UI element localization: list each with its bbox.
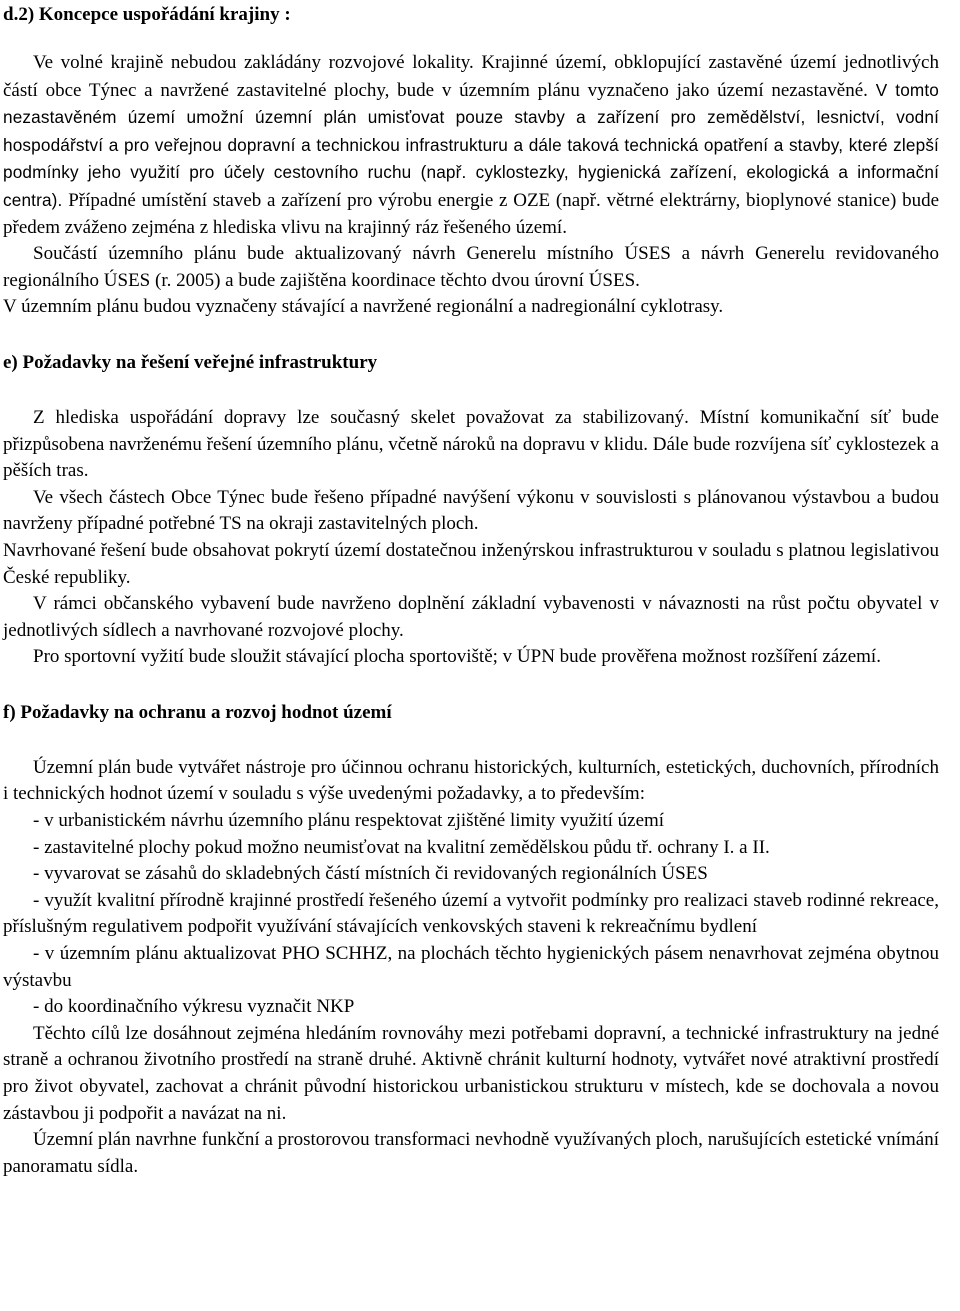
paragraph-landscape-concept <box>3 50 939 241</box>
paragraph-text: Ve volné krajině nebudou zakládány rozvojové lokality. Krajinné území, obklopující zastavěné území jednotlivých částí obce Týnec a navržené zastavitelné plochy, bude v územním plánu vyznačeno jako území nezastavěné. <box>3 52 939 101</box>
list-item: - do koordinačního výkresu vyznačit NKP <box>33 996 355 1018</box>
paragraph-text-sans: V tomto nezastavěném území umožní územní plán umisťovat pouze stavby a zařízení pro zemědělství, lesnictví, vodní hospodářství a pro veřejnou dopravní a technickou infrastrukturu a dále taková technická opatření a stavby, které zlepší podmínky jeho využití pro účely cestovního ruchu (např. cyklostezky, hygienická zařízení, ekologická a informační centra). <box>3 79 940 210</box>
document-page <box>3 0 939 1180</box>
spacer <box>3 28 939 50</box>
paragraph-uses: Součástí územního plánu bude aktualizovaný návrh Generelu místního ÚSES a návrh Generelu revidovaného regionálního ÚSES (r. 2005) a bude zajištěna koordinace těchto dvou úrovní ÚSES. <box>3 243 939 291</box>
spacer <box>3 321 939 350</box>
paragraph-engineering: Navrhované řešení bude obsahovat pokrytí území dostatečnou inženýrskou infrastrukturou v souladu s platnou legislativou České republiky. <box>3 539 939 588</box>
list-item: - v urbanistickém návrhu územního plánu respektovat zjištěné limity využití území <box>33 810 665 832</box>
spacer <box>3 726 939 755</box>
section-heading-f: f) Požadavky na ochranu a rozvoj hodnot území <box>3 701 392 723</box>
list-item: - v územním plánu aktualizovat PHO SCHHZ, na plochách těchto hygienických pásem nenavrhovat zejména obytnou výstavbu <box>3 943 939 991</box>
paragraph-power: Ve všech částech Obce Týnec bude řešeno případné navýšení výkonu v souvislosti s plánovanou výstavbou a budou navrženy případné potřebné TS na okraji zastavitelných ploch. <box>3 486 939 535</box>
paragraph-text: Případné umístění staveb a zařízení pro výrobu energie z OZE (např. větrné elektrárny, bioplynové stanice) bude předem zváženo zejména z hlediska vlivu na krajinný ráz řešeného území. <box>3 189 940 238</box>
paragraph-transformation: Územní plán navrhne funkční a prostorovou transformaci nevhodně využívaných ploch, narušujících estetické vnímání panoramatu sídla. <box>3 1129 939 1177</box>
list-item: - vyvarovat se zásahů do skladebných částí místních či revidovaných regionálních ÚSES <box>33 863 708 885</box>
paragraph-transport: Z hlediska uspořádání dopravy lze současný skelet považovat za stabilizovaný. Místní komunikační síť bude přizpůsobena navrženému řešení územního plánu, včetně nároků na dopravu v klidu. Dále bude rozvíjena síť cyklostezek a pěších tras. <box>3 406 939 482</box>
paragraph-civic: V rámci občanského vybavení bude navrženo doplnění základní vybavenosti v návaznosti na růst počtu obyvatel v jednotlivých sídlech a navrhované rozvojové plochy. <box>3 593 939 641</box>
section-heading-e: e) Požadavky na řešení veřejné infrastruktury <box>3 351 378 373</box>
paragraph-values-intro: Územní plán bude vytvářet nástroje pro účinnou ochranu historických, kulturních, estetických, duchovních, přírodních i technických hodnot území v souladu s výše uvedenými požadavky, a to především: <box>3 756 939 805</box>
spacer <box>3 671 939 700</box>
paragraph-cycle-routes: V územním plánu budou vyznačeny stávající a navržené regionální a nadregionální cyklotrasy. <box>3 296 724 318</box>
spacer <box>3 376 939 405</box>
paragraph-sport: Pro sportovní vyžití bude sloužit stávající plocha sportoviště; v ÚPN bude prověřena možnost rozšíření zázemí. <box>33 646 881 668</box>
list-item: - využít kvalitní přírodně krajinné prostředí řešeného území a vytvořit podmínky pro realizaci staveb rodinné rekreace, příslušným regulativem podpořit využívání stávajících venkovských staveni k rekreačnímu bydlení <box>3 889 939 938</box>
paragraph-goals: Těchto cílů lze dosáhnout zejména hledáním rovnováhy mezi potřebami dopravní, a technické infrastruktury na jedné straně a ochranou životního prostředí na straně druhé. Aktivně chránit kulturní hodnoty, vytvářet nové atraktivní prostředí pro život obyvatel, zachovat a chránit původní historickou urbanistickou strukturu v místech, kde se dochovala a novou zástavbou ji podpořit a navázat na ni. <box>3 1022 939 1124</box>
list-item: - zastavitelné plochy pokud možno neumisťovat na kvalitní zemědělskou půdu tř. ochrany I. a II. <box>33 836 770 858</box>
section-heading-d2: d.2) Koncepce uspořádání krajiny : <box>3 4 291 25</box>
